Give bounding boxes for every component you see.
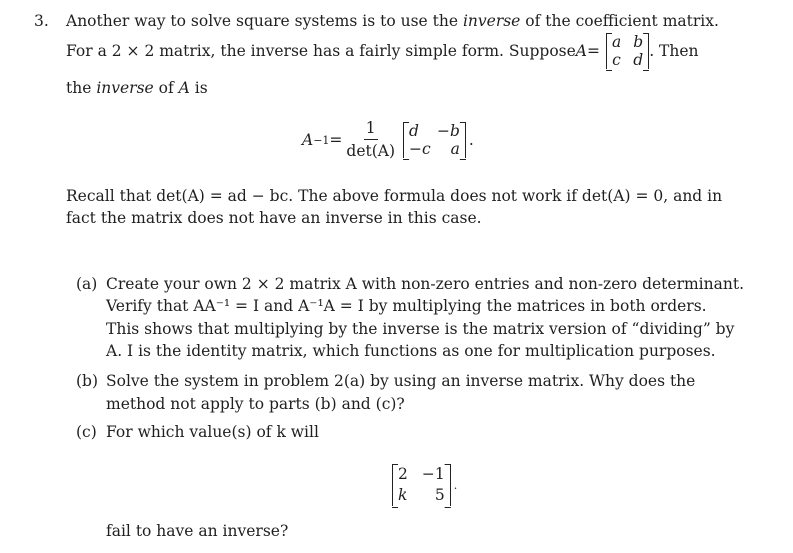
recall-line-1: Recall that det(A) = ad − bc. The above formula does not work if det(A) = 0, and in xyxy=(66,187,723,205)
part-a-line-4: A. I is the identity matrix, which functions as one for multiplication purposes. xyxy=(106,342,716,360)
formula-fraction: $\frac{1}{\det(A)}$ xyxy=(346,119,396,160)
part-c-line: For which value(s) of k will xyxy=(106,423,319,441)
recall-line-2: fact the matrix does not have an inverse in this case. xyxy=(66,209,482,227)
part-c-label: (c) xyxy=(76,423,97,441)
part-a-line-3: This shows that multiplying by the inverse is the matrix version of “dividing” by xyxy=(106,320,735,338)
part-b-label: (b) xyxy=(76,372,99,390)
part-c-matrix-wrap: 2 −1 k 5 . xyxy=(392,464,457,506)
inverse-formula: A −1 = $\frac{1}{\det(A)}$ d −b −c a . xyxy=(302,119,474,160)
part-c-tail: fail to have an inverse? xyxy=(106,522,289,540)
matrix-a: a b c d xyxy=(606,33,649,69)
problem-line-3: the inverse of A is xyxy=(66,79,208,97)
problem-line-1: Another way to solve square systems is to use the inverse of the coefficient matrix. xyxy=(66,12,719,30)
inverse-matrix: d −b −c a xyxy=(403,122,466,158)
part-b-line-1: Solve the system in problem 2(a) by using an inverse matrix. Why does the xyxy=(106,372,696,390)
part-b-line-2: method not apply to parts (b) and (c)? xyxy=(106,395,405,413)
part-a-label: (a) xyxy=(76,275,98,293)
part-a-line-1: Create your own 2 × 2 matrix A with non-zero entries and non-zero determinant. xyxy=(106,275,744,293)
problem-line-2: For a 2 × 2 matrix, the inverse has a fairly simple form. Suppose A = a b c d . Then xyxy=(66,33,699,69)
problem-number: 3. xyxy=(34,12,49,30)
part-a-line-2: Verify that AA⁻¹ = I and A⁻¹A = I by multiplying the matrices in both orders. xyxy=(106,297,707,315)
part-c-matrix: 2 −1 k 5 xyxy=(392,464,451,506)
